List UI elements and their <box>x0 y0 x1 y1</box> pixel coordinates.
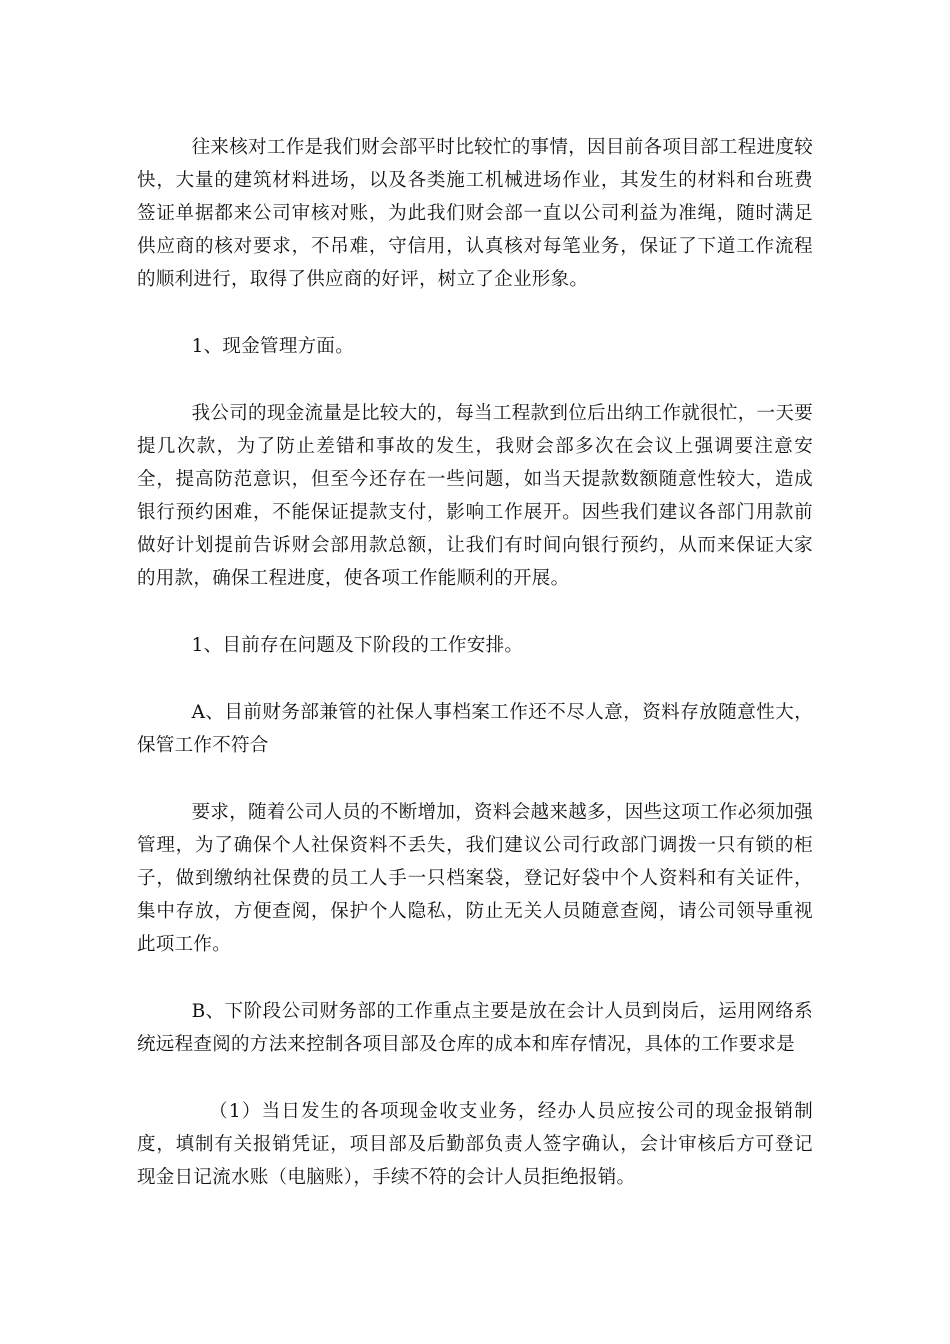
paragraph-item-a: A、目前财务部兼管的社保人事档案工作还不尽人意，资料存放随意性大，保管工作不符合 <box>137 702 813 756</box>
document-page <box>137 131 813 1228</box>
heading-problems-and-plan: 1、目前存在问题及下阶段的工作安排。 <box>191 635 524 656</box>
paragraph-item-b-1: （1）当日发生的各项现金收支业务，经办人员应按公司的现金报销制度，填制有关报销凭证，项目部及后勤部负责人签字确认，会计审核后方可登记现金日记流水账（电脑账），手续不符的会计人员拒绝报销。 <box>137 1101 813 1188</box>
heading-cash-management: 1、现金管理方面。 <box>191 336 355 357</box>
paragraph-item-b: B、下阶段公司财务部的工作重点主要是放在会计人员到岗后，运用网络系统远程查阅的方法来控制各项目部及仓库的成本和库存情况，具体的工作要求是 <box>137 1001 813 1055</box>
paragraph-requirements: 要求，随着公司人员的不断增加，资料会越来越多，因些这项工作必须加强管理，为了确保个人社保资料不丢失，我们建议公司行政部门调拨一只有锁的柜子，做到缴纳社保费的员工人手一只档案袋，登记好袋中个人资料和有关证件，集中存放，方便查阅，保护个人隐私，防止无关人员随意查阅，请公司领导重视此项工作。 <box>137 802 813 955</box>
paragraph-cash-flow: 我公司的现金流量是比较大的，每当工程款到位后出纳工作就很忙，一天要提几次款，为了防止差错和事故的发生，我财会部多次在会议上强调要注意安全，提高防范意识，但至今还存在一些问题，如当天提款数额随意性较大，造成银行预约困难，不能保证提款支付，影响工作展开。因些我们建议各部门用款前做好计划提前告诉财会部用款总额，让我们有时间向银行预约，从而来保证大家的用款，确保工程进度，使各项工作能顺利的开展。 <box>137 403 813 589</box>
paragraph-reconciliation: 往来核对工作是我们财会部平时比较忙的事情，因目前各项目部工程进度较快，大量的建筑材料进场，以及各类施工机械进场作业，其发生的材料和台班费签证单据都来公司审核对账，为此我们财会部一直以公司利益为准绳，随时满足供应商的核对要求，不吊难，守信用，认真核对每笔业务，保证了下道工作流程的顺利进行，取得了供应商的好评，树立了企业形象。 <box>137 137 813 290</box>
